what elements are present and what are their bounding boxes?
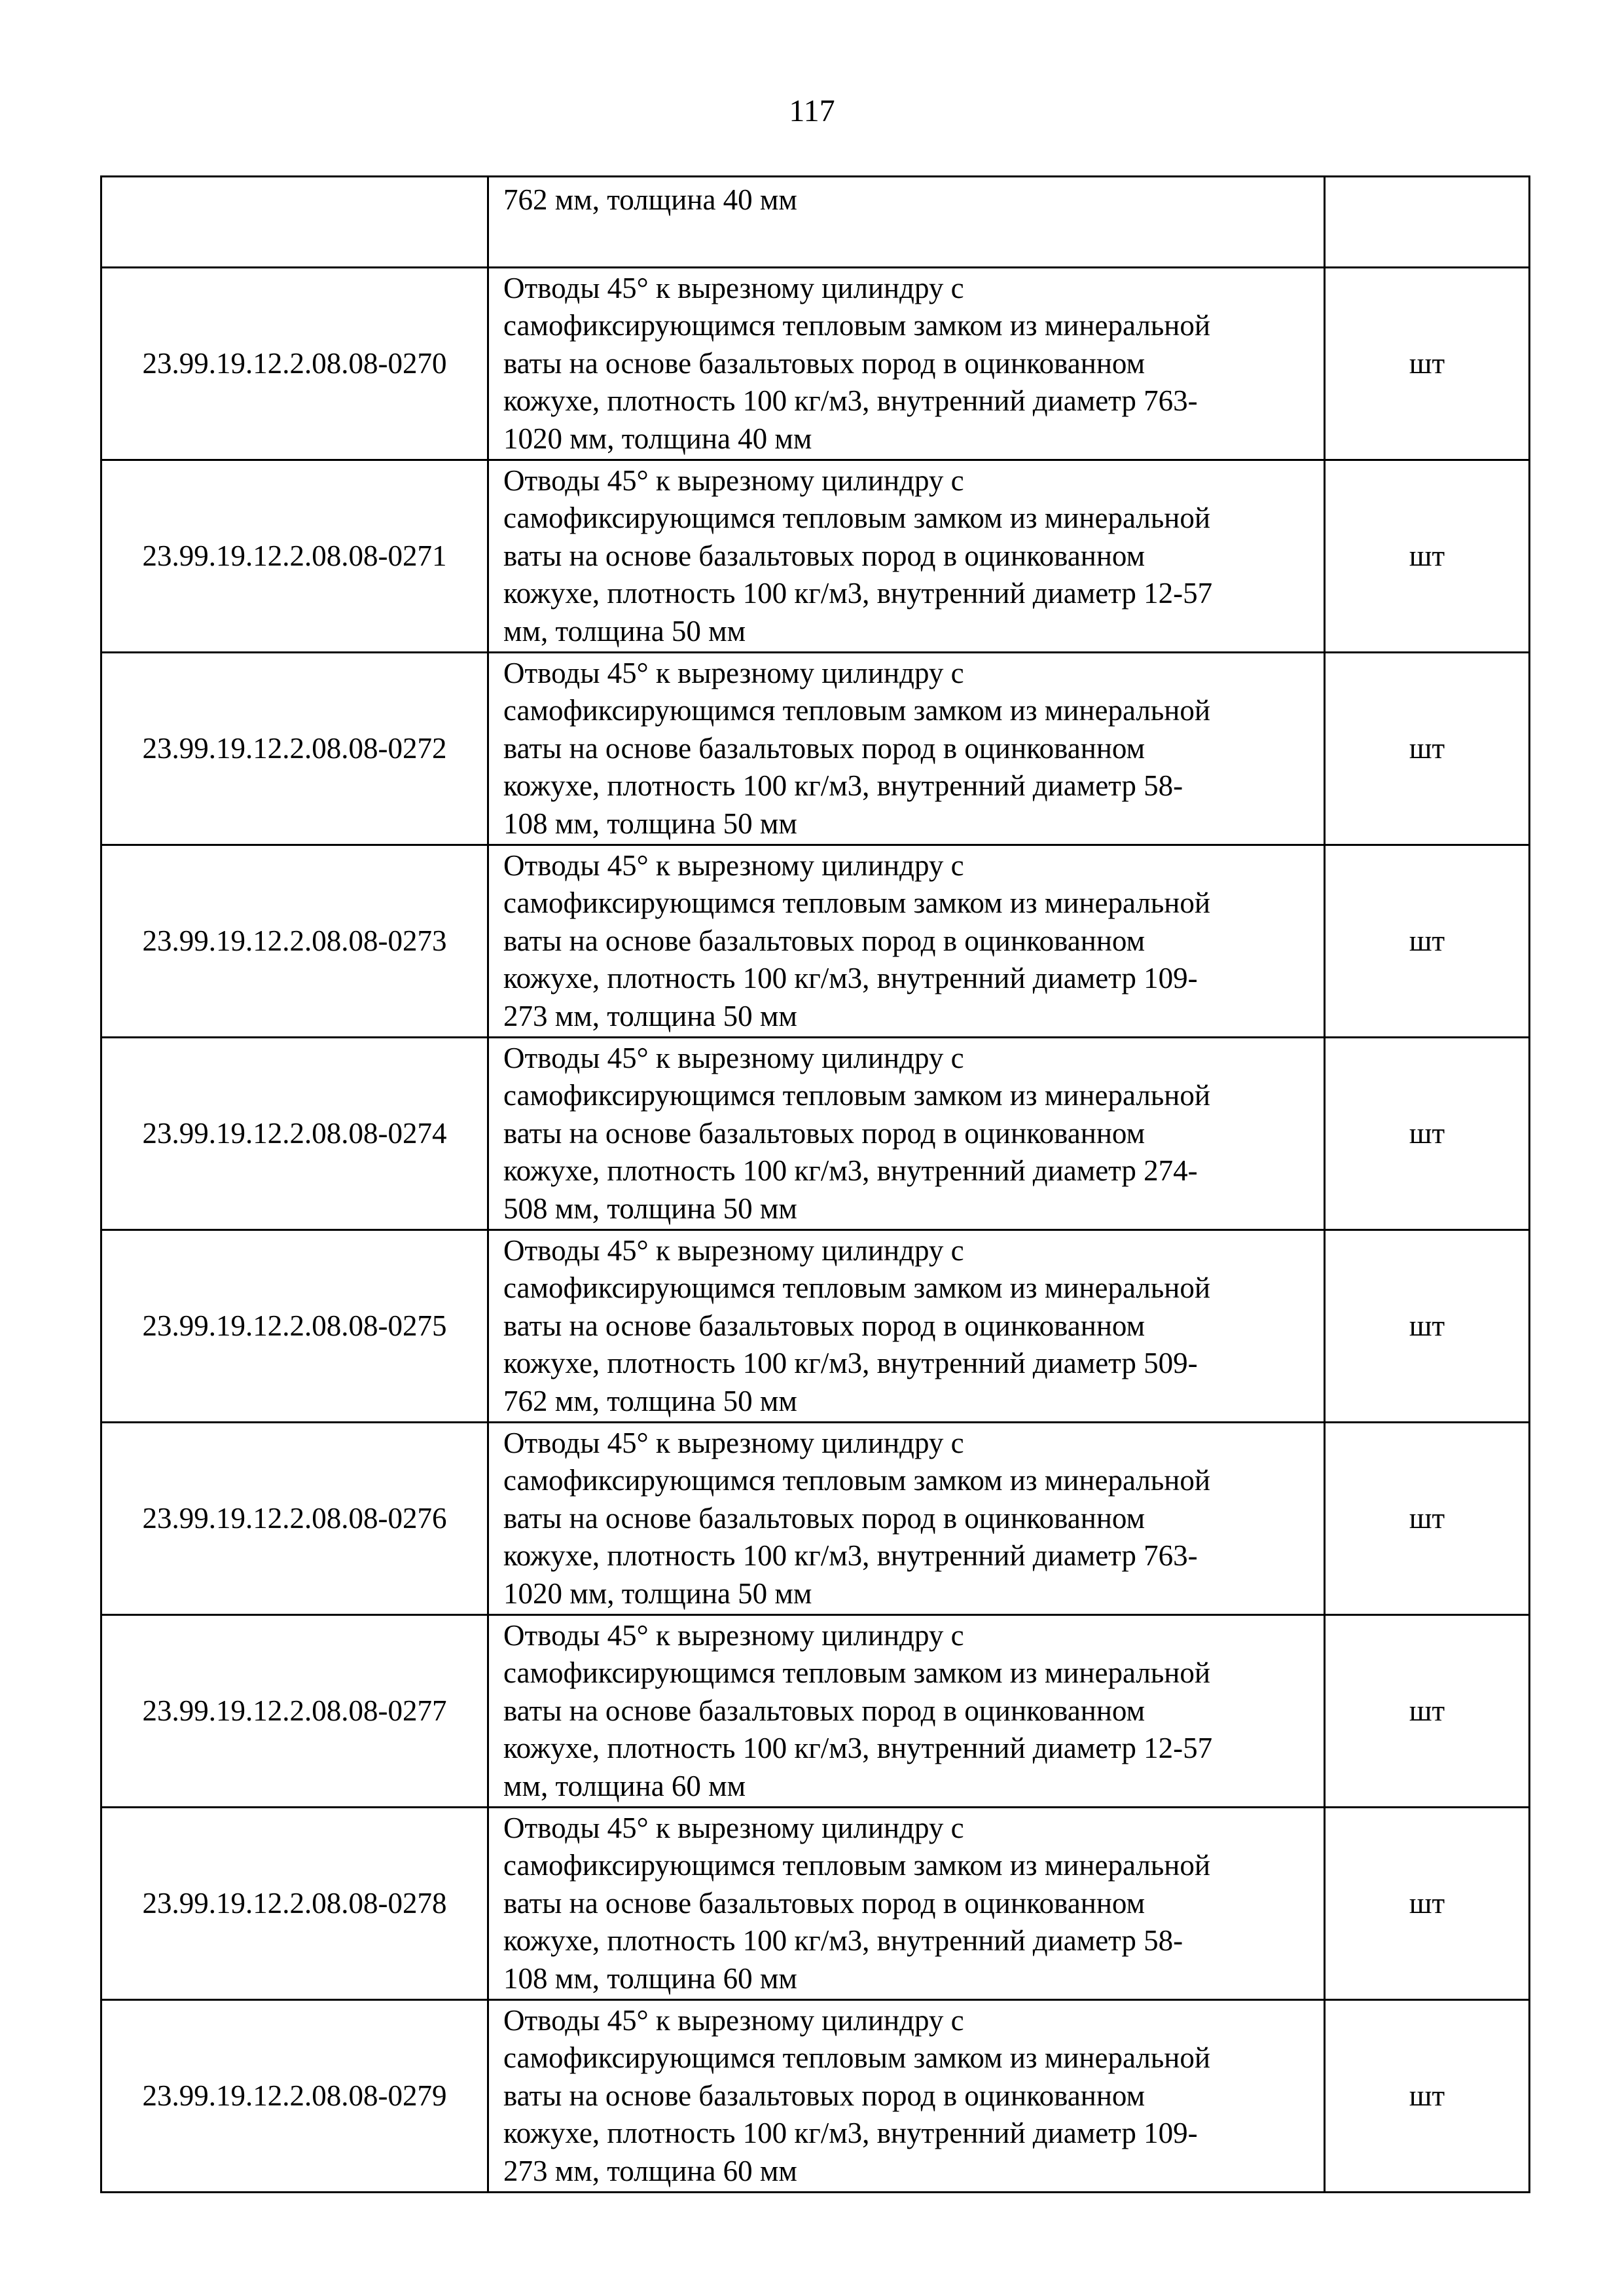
unit-cell: шт — [1325, 1615, 1530, 1808]
description-line: кожухе, плотность 100 кг/м3, внутренний диаметр 109- — [503, 962, 1198, 995]
description-line: ваты на основе базальтовых пород в оцинкованном — [503, 2079, 1146, 2112]
description-line: кожухе, плотность 100 кг/м3, внутренний диаметр 58- — [503, 769, 1183, 803]
table-row — [101, 1038, 1530, 1230]
table-body — [101, 177, 1530, 2193]
description-line: самофиксирующимся тепловым замком из минеральной — [503, 694, 1210, 727]
description-line: 1020 мм, толщина 40 мм — [503, 422, 812, 455]
description-line: Отводы 45° к вырезному цилиндру с — [503, 1618, 964, 1652]
resource-description-cell — [488, 653, 1325, 845]
resource-code-cell: 23.99.19.12.2.08.08-0272 — [101, 653, 488, 845]
description-line: ваты на основе базальтовых пород в оцинкованном — [503, 924, 1146, 957]
description-line: кожухе, плотность 100 кг/м3, внутренний диаметр 58- — [503, 1924, 1183, 1958]
resource-description-cell — [488, 1615, 1325, 1808]
description-line: кожухе, плотность 100 кг/м3, внутренний диаметр 12-57 — [503, 1732, 1213, 1765]
resource-code-cell: 23.99.19.12.2.08.08-0270 — [101, 268, 488, 460]
description-line: Отводы 45° к вырезному цилиндру с — [503, 271, 964, 304]
table-row — [101, 653, 1530, 845]
description-line: самофиксирующимся тепловым замком из минеральной — [503, 1656, 1210, 1690]
unit-cell: шт — [1325, 1230, 1530, 1423]
resource-description-cell: 762 мм, толщина 40 мм — [488, 177, 1325, 268]
unit-cell: шт — [1325, 845, 1530, 1038]
description-line: кожухе, плотность 100 кг/м3, внутренний диаметр 763- — [503, 1539, 1198, 1573]
table-row — [101, 460, 1530, 653]
description-line: 108 мм, толщина 50 мм — [503, 807, 797, 840]
description-line: кожухе, плотность 100 кг/м3, внутренний диаметр 274- — [503, 1154, 1198, 1188]
table-row — [101, 1615, 1530, 1808]
unit-cell: шт — [1325, 1808, 1530, 2000]
resource-description-cell — [488, 460, 1325, 653]
description-line: Отводы 45° к вырезному цилиндру с — [503, 1426, 964, 1459]
resource-code-cell: 23.99.19.12.2.08.08-0277 — [101, 1615, 488, 1808]
description-line: ваты на основе базальтовых пород в оцинкованном — [503, 1116, 1146, 1150]
description-line: 1020 мм, толщина 50 мм — [503, 1576, 812, 1610]
description-line: ваты на основе базальтовых пород в оцинкованном — [503, 1501, 1146, 1535]
unit-cell: шт — [1325, 1038, 1530, 1230]
description-line: самофиксирующимся тепловым замком из минеральной — [503, 1079, 1210, 1112]
description-line: Отводы 45° к вырезному цилиндру с — [503, 1041, 964, 1074]
description-line: 273 мм, толщина 50 мм — [503, 999, 797, 1032]
description-line: 762 мм, толщина 50 мм — [503, 1384, 797, 1417]
description-line: Отводы 45° к вырезному цилиндру с — [503, 1233, 964, 1267]
resource-description-cell — [488, 1230, 1325, 1423]
resource-description-cell — [488, 1038, 1325, 1230]
description-line: ваты на основе базальтовых пород в оцинкованном — [503, 1694, 1146, 1727]
unit-cell: шт — [1325, 268, 1530, 460]
description-line: 508 мм, толщина 50 мм — [503, 1192, 797, 1225]
table-row — [101, 1808, 1530, 2000]
resource-code-cell: 23.99.19.12.2.08.08-0274 — [101, 1038, 488, 1230]
description-line: самофиксирующимся тепловым замком из минеральной — [503, 1849, 1210, 1882]
description-line: кожухе, плотность 100 кг/м3, внутренний диаметр 509- — [503, 1347, 1198, 1380]
table-row — [101, 1230, 1530, 1423]
description-line: ваты на основе базальтовых пород в оцинкованном — [503, 539, 1146, 572]
resource-description-cell — [488, 845, 1325, 1038]
resource-description-cell — [488, 268, 1325, 460]
resource-description-cell — [488, 2000, 1325, 2193]
description-line: ваты на основе базальтовых пород в оцинкованном — [503, 346, 1146, 380]
unit-cell: шт — [1325, 2000, 1530, 2193]
resource-code-cell: 23.99.19.12.2.08.08-0273 — [101, 845, 488, 1038]
resource-description-cell — [488, 1808, 1325, 2000]
description-line: Отводы 45° к вырезному цилиндру с — [503, 2003, 964, 2037]
unit-cell — [1325, 177, 1530, 268]
resource-table — [100, 175, 1530, 2193]
description-line: самофиксирующимся тепловым замком из минеральной — [503, 1464, 1210, 1497]
description-line: Отводы 45° к вырезному цилиндру с — [503, 1811, 964, 1844]
table-row — [101, 1423, 1530, 1615]
description-line: самофиксирующимся тепловым замком из минеральной — [503, 886, 1210, 920]
unit-cell: шт — [1325, 460, 1530, 653]
unit-cell: шт — [1325, 653, 1530, 845]
description-line: ваты на основе базальтовых пород в оцинкованном — [503, 1886, 1146, 1920]
description-line: Отводы 45° к вырезному цилиндру с — [503, 656, 964, 689]
description-line: кожухе, плотность 100 кг/м3, внутренний диаметр 12-57 — [503, 577, 1213, 610]
unit-cell: шт — [1325, 1423, 1530, 1615]
table-row-continuation — [101, 177, 1530, 268]
resource-code-cell: 23.99.19.12.2.08.08-0275 — [101, 1230, 488, 1423]
table-row — [101, 845, 1530, 1038]
description-line: самофиксирующимся тепловым замком из минеральной — [503, 501, 1210, 535]
table-row — [101, 268, 1530, 460]
table-row — [101, 2000, 1530, 2193]
description-line: мм, толщина 50 мм — [503, 614, 746, 647]
description-line: мм, толщина 60 мм — [503, 1769, 746, 1802]
description-line: 273 мм, толщина 60 мм — [503, 2154, 797, 2187]
description-line: самофиксирующимся тепловым замком из минеральной — [503, 2041, 1210, 2075]
resource-code-cell: 23.99.19.12.2.08.08-0279 — [101, 2000, 488, 2193]
description-line: самофиксирующимся тепловым замком из минеральной — [503, 309, 1210, 342]
resource-code-cell: 23.99.19.12.2.08.08-0271 — [101, 460, 488, 653]
description-line: кожухе, плотность 100 кг/м3, внутренний диаметр 109- — [503, 2117, 1198, 2150]
description-line: 108 мм, толщина 60 мм — [503, 1961, 797, 1995]
description-line: кожухе, плотность 100 кг/м3, внутренний диаметр 763- — [503, 384, 1198, 418]
description-line: Отводы 45° к вырезному цилиндру с — [503, 464, 964, 497]
resource-code-cell — [101, 177, 488, 268]
description-line: самофиксирующимся тепловым замком из минеральной — [503, 1271, 1210, 1305]
resource-code-cell: 23.99.19.12.2.08.08-0278 — [101, 1808, 488, 2000]
page-number: 117 — [789, 94, 835, 128]
resource-description-cell — [488, 1423, 1325, 1615]
description-line: ваты на основе базальтовых пород в оцинкованном — [503, 731, 1146, 765]
description-line: Отводы 45° к вырезному цилиндру с — [503, 848, 964, 882]
resource-code-cell: 23.99.19.12.2.08.08-0276 — [101, 1423, 488, 1615]
description-line: ваты на основе базальтовых пород в оцинкованном — [503, 1309, 1146, 1342]
